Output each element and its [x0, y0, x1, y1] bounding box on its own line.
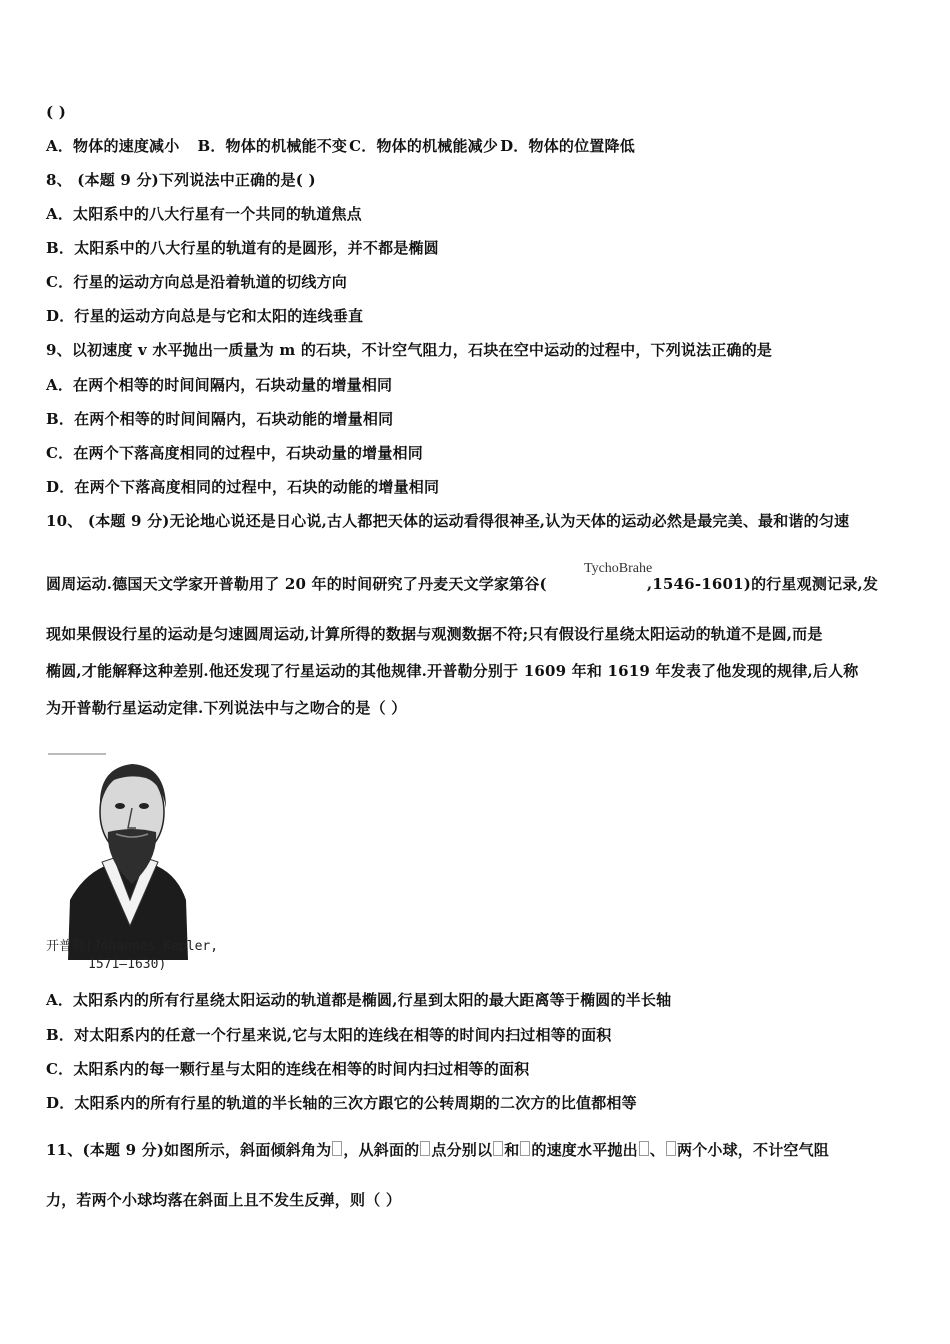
q11-seg-4: 和 — [504, 1141, 520, 1159]
q7-answer-paren: ( ) — [46, 103, 67, 121]
v0-placeholder-icon — [493, 1141, 503, 1156]
q10-line-2b: ,1546-1601)的行星观测记录,发 — [646, 575, 879, 593]
q7-option-d: D．物体的位置降低 — [500, 137, 635, 155]
2v0-placeholder-icon — [520, 1141, 530, 1156]
q10-line-5: 为开普勒行星运动定律.下列说法中与之吻合的是（ ） — [46, 699, 407, 717]
q11-seg-6: 、 — [649, 1141, 665, 1159]
q9-stem: 9、以初速度 v 水平抛出一质量为 m 的石块，不计空气阻力，石块在空中运动的过程中，下列说法正确的是 — [46, 341, 773, 359]
q11-seg-1: 11、(本题 9 分)如图所示，斜面倾斜角为 — [46, 1141, 332, 1159]
q9-option-c: C．在两个下落高度相同的过程中，石块动量的增量相同 — [46, 444, 423, 462]
q11-seg-2: ，从斜面的 — [343, 1141, 420, 1159]
q10-option-a: A．太阳系内的所有行星绕太阳运动的轨道都是椭圆,行星到太阳的最大距离等于椭圆的半长轴 — [46, 991, 672, 1009]
portrait-caption-line-2: 1571—1630) — [88, 957, 167, 972]
q7-option-c: C．物体的机械能减少 — [349, 137, 499, 155]
q10-option-b: B．对太阳系内的任意一个行星来说,它与太阳的连线在相等的时间内扫过相等的面积 — [46, 1026, 612, 1044]
q10-line-4: 椭圆,才能解释这种差别.他还发现了行星运动的其他规律.开普勒分别于 1609 年和 1619 年发表了他发现的规律,后人称 — [46, 662, 859, 680]
q7-option-a: A．物体的速度减小 — [46, 137, 180, 155]
q10-line-2a: 圆周运动.德国天文学家开普勒用了 20 年的时间研究了丹麦天文学家第谷( — [46, 575, 547, 593]
q10-line-2 — [46, 574, 878, 594]
q7-options — [46, 136, 653, 156]
q10-option-d: D．太阳系内的所有行星的轨道的半长轴的三次方跟它的公转周期的二次方的比值都相等 — [46, 1094, 637, 1112]
tycho-brahe-label: TychoBrahe — [584, 561, 653, 576]
q11-line-2: 力，若两个小球均落在斜面上且不发生反弹，则（ ） — [46, 1191, 402, 1209]
theta-placeholder-icon — [332, 1141, 342, 1156]
portrait-caption-line-1: 开普勒(Johannes Kepler, — [46, 939, 219, 954]
q11-seg-7: 两个小球，不计空气阻 — [677, 1141, 830, 1159]
q9-option-a: A．在两个相等的时间间隔内，石块动量的增量相同 — [46, 376, 393, 394]
q10-option-c: C．太阳系内的每一颗行星与太阳的连线在相等的时间内扫过相等的面积 — [46, 1060, 530, 1078]
q8-stem: 8、 (本题 9 分)下列说法中正确的是( ) — [46, 171, 316, 189]
q11-seg-5: 的速度水平抛出 — [531, 1141, 638, 1159]
q10-line-1: 10、 (本题 9 分)无论地心说还是日心说,古人都把天体的运动看得很神圣,认为天体的运动必然是最完美、最和谐的匀速 — [46, 512, 850, 530]
portrait-caption — [46, 938, 218, 974]
q8-option-a: A．太阳系中的八大行星有一个共同的轨道焦点 — [46, 205, 362, 223]
q7-option-b: B．物体的机械能不变 — [197, 137, 348, 155]
point-placeholder-icon — [420, 1141, 430, 1156]
q11-line-1 — [46, 1140, 829, 1160]
q8-option-b: B．太阳系中的八大行星的轨道有的是圆形，并不都是椭圆 — [46, 239, 439, 257]
q8-option-d: D．行星的运动方向总是与它和太阳的连线垂直 — [46, 307, 364, 325]
q9-option-b: B．在两个相等的时间间隔内，石块动能的增量相同 — [46, 410, 394, 428]
ball-a-placeholder-icon — [639, 1141, 649, 1156]
q9-option-d: D．在两个下落高度相同的过程中，石块的动能的增量相同 — [46, 478, 440, 496]
q10-line-3: 现如果假设行星的运动是匀速圆周运动,计算所得的数据与观测数据不符;只有假设行星绕太阳运动的轨道不是圆,而是 — [46, 625, 823, 643]
ball-b-placeholder-icon — [666, 1141, 676, 1156]
q11-seg-3: 点分别以 — [431, 1141, 493, 1159]
q8-option-c: C．行星的运动方向总是沿着轨道的切线方向 — [46, 273, 347, 291]
